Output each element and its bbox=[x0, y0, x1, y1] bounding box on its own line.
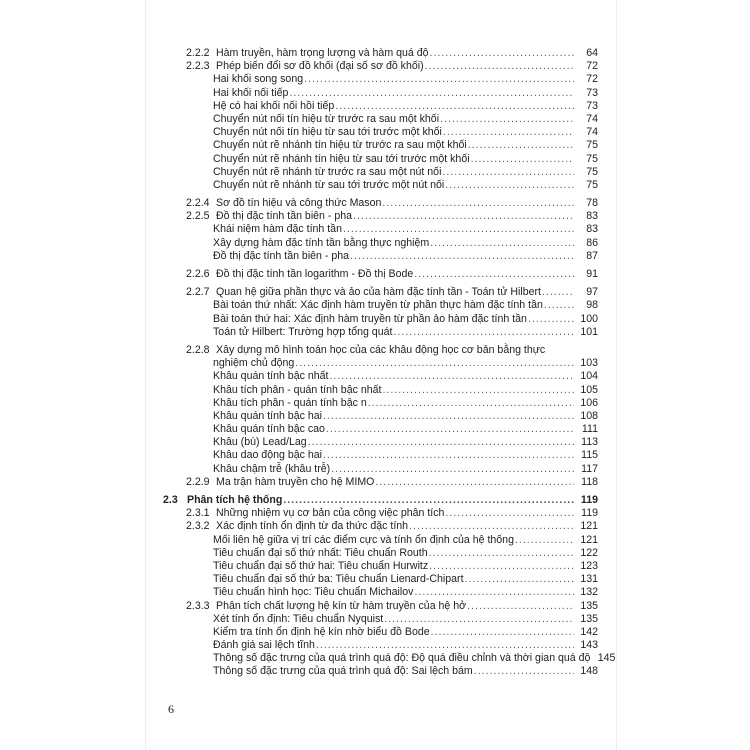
toc-dot-leader bbox=[443, 126, 574, 139]
toc-entry-number: 2.3.2 bbox=[186, 520, 210, 533]
toc-entry-page: 131 bbox=[580, 573, 598, 586]
toc-topic-entry bbox=[146, 639, 616, 652]
toc-entry-page: 111 bbox=[581, 423, 598, 436]
toc-dot-leader bbox=[326, 423, 574, 436]
toc-entry-title: Khâu chậm trễ (khâu trễ) bbox=[213, 462, 331, 475]
toc-entry-title: Khâu (bù) Lead/Lag bbox=[213, 436, 307, 449]
toc-dot-leader bbox=[335, 100, 574, 113]
toc-entry-title: Tiêu chuẩn đại số thứ nhất: Tiêu chuẩn Routh bbox=[213, 546, 428, 559]
toc-entry-number: 2.2.7 bbox=[186, 286, 210, 299]
toc-entry-title: Chuyển nút nối tín hiệu từ trước ra sau một khối bbox=[213, 112, 440, 125]
toc-dot-leader bbox=[329, 370, 574, 383]
toc-topic-entry bbox=[146, 250, 616, 263]
toc-dot-leader bbox=[544, 299, 574, 312]
toc-entry-page: 73 bbox=[586, 99, 598, 112]
toc-dot-leader bbox=[445, 179, 574, 192]
toc-subsection-entry bbox=[146, 197, 616, 210]
toc-topic-entry bbox=[146, 139, 616, 152]
toc-dot-leader bbox=[323, 410, 574, 423]
toc-entry-page: 121 bbox=[580, 520, 598, 533]
toc-dot-leader bbox=[368, 397, 574, 410]
toc-entry-page: 142 bbox=[580, 625, 598, 638]
toc-entry-page: 64 bbox=[586, 47, 598, 59]
toc-dot-leader bbox=[295, 357, 574, 370]
toc-entry-title: Chuyển nút rẽ nhánh tín hiệu từ sau tới trước một khối bbox=[213, 152, 470, 165]
toc-topic-entry bbox=[146, 113, 616, 126]
book-page bbox=[146, 0, 616, 750]
toc-entry-page: 75 bbox=[586, 165, 598, 178]
toc-dot-leader bbox=[442, 166, 574, 179]
toc-entry-title: Tiêu chuẩn đại số thứ hai: Tiêu chuẩn Hurwitz bbox=[213, 559, 429, 572]
toc-entry-title: Mối liên hệ giữa vị trí các điểm cực và tính ổn định của hệ thống bbox=[213, 533, 514, 546]
toc-entry-page: 135 bbox=[580, 612, 598, 625]
toc-dot-leader bbox=[353, 210, 574, 223]
toc-topic-entry bbox=[146, 410, 616, 423]
toc-topic-entry bbox=[146, 436, 616, 449]
toc-topic-entry bbox=[146, 153, 616, 166]
toc-entry-page: 75 bbox=[586, 178, 598, 191]
toc-subsection-entry bbox=[146, 600, 616, 613]
toc-entry-page: 83 bbox=[586, 223, 598, 236]
toc-entry-title: Kiểm tra tính ổn định hệ kín nhờ biểu đồ Bode bbox=[213, 625, 430, 638]
toc-entry-title: Tiêu chuẩn đại số thứ ba: Tiêu chuẩn Lienard-Chipart bbox=[213, 573, 464, 586]
toc-dot-leader bbox=[515, 534, 574, 547]
toc-topic-entry bbox=[146, 237, 616, 250]
toc-entry-page: 115 bbox=[581, 449, 598, 462]
toc-dot-leader bbox=[465, 573, 574, 586]
toc-subsection-entry bbox=[146, 507, 616, 520]
toc-entry-page: 135 bbox=[580, 599, 598, 612]
toc-dot-leader bbox=[467, 600, 574, 613]
toc-entry-page: 113 bbox=[581, 436, 598, 449]
toc-topic-entry bbox=[146, 665, 616, 678]
toc-dot-leader bbox=[331, 463, 574, 476]
toc-topic-entry bbox=[146, 179, 616, 192]
toc-entry-page: 86 bbox=[586, 236, 598, 249]
toc-dot-leader bbox=[429, 560, 574, 573]
toc-entry-title: Đánh giá sai lệch tĩnh bbox=[213, 639, 315, 652]
page-number: 6 bbox=[168, 702, 174, 716]
toc-entry-page: 119 bbox=[580, 494, 598, 506]
toc-topic-entry bbox=[146, 126, 616, 139]
table-of-contents bbox=[146, 47, 616, 679]
toc-entry-page: 74 bbox=[586, 112, 598, 125]
toc-entry-number: 2.2.9 bbox=[186, 475, 210, 488]
toc-entry-title: Những nhiệm vụ cơ bản của công việc phân tích bbox=[216, 507, 445, 520]
toc-entry-page: 117 bbox=[581, 462, 598, 475]
toc-entry-title: Đồ thị đặc tính tần logarithm - Đồ thị Bode bbox=[216, 268, 414, 280]
toc-entry-title: Khâu quán tính bậc hai bbox=[213, 409, 322, 422]
toc-subsection-entry bbox=[146, 210, 616, 223]
toc-subsection-entry bbox=[146, 286, 616, 299]
toc-subsection-entry bbox=[146, 60, 616, 73]
toc-entry-page: 75 bbox=[586, 139, 598, 152]
toc-entry-number: 2.2.2 bbox=[186, 47, 210, 59]
toc-topic-entry bbox=[146, 573, 616, 586]
toc-entry-title: Khâu tích phân - quán tính bậc n bbox=[213, 396, 367, 409]
toc-entry-number: 2.2.6 bbox=[186, 268, 210, 280]
toc-dot-leader bbox=[440, 113, 574, 126]
toc-dot-leader bbox=[471, 153, 574, 166]
toc-entry-page: 101 bbox=[580, 325, 598, 338]
toc-entry-title: Phân tích chất lượng hệ kín từ hàm truyền của hệ hở bbox=[216, 599, 467, 612]
toc-entry-number: 2.3 bbox=[163, 494, 178, 506]
toc-dot-leader bbox=[414, 268, 574, 281]
toc-dot-leader bbox=[474, 665, 574, 678]
toc-entry-title: Bài toán thứ nhất: Xác định hàm truyền từ phần thực hàm đặc tính tần bbox=[213, 299, 543, 312]
toc-entry-page: 97 bbox=[586, 286, 598, 299]
toc-topic-entry bbox=[146, 384, 616, 397]
toc-topic-entry bbox=[146, 449, 616, 462]
toc-dot-leader bbox=[445, 507, 574, 520]
toc-topic-entry bbox=[146, 463, 616, 476]
toc-entry-title: Tiêu chuẩn hình học: Tiêu chuẩn Michailov bbox=[213, 586, 414, 599]
toc-entry-page: 73 bbox=[586, 86, 598, 99]
toc-topic-entry bbox=[146, 534, 616, 547]
toc-subsection-entry bbox=[146, 47, 616, 60]
toc-topic-entry bbox=[146, 299, 616, 312]
toc-entry-page: 123 bbox=[580, 559, 598, 572]
toc-entry-title: Hai khối song song bbox=[213, 73, 304, 86]
toc-dot-leader bbox=[430, 237, 574, 250]
toc-subsection-entry bbox=[146, 344, 616, 357]
toc-entry-title: Ma trận hàm truyền cho hệ MIMO bbox=[216, 475, 375, 488]
toc-dot-leader bbox=[542, 286, 574, 299]
toc-entry-page: 91 bbox=[586, 268, 598, 280]
toc-dot-leader bbox=[409, 520, 574, 533]
toc-entry-title: Khâu quán tính bậc cao bbox=[213, 423, 325, 436]
toc-entry-title: Xây dựng mô hình toán học của các khâu động học cơ bản bằng thực bbox=[216, 343, 546, 356]
toc-entry-title: Khâu tích phân - quán tính bậc nhất bbox=[213, 383, 382, 396]
toc-entry-title: Khâu quán tính bậc nhất bbox=[213, 370, 329, 383]
toc-topic-entry bbox=[146, 547, 616, 560]
toc-topic-entry bbox=[146, 87, 616, 100]
toc-entry-title: Chuyển nút rẽ nhánh từ sau tới trước một nút nối bbox=[213, 178, 445, 191]
toc-entry-page: 87 bbox=[586, 249, 598, 262]
toc-entry-page: 106 bbox=[580, 396, 598, 409]
toc-section-entry bbox=[146, 494, 616, 507]
toc-dot-leader bbox=[289, 87, 574, 100]
toc-entry-page: 105 bbox=[580, 383, 598, 396]
toc-entry-title: Chuyển nút rẽ nhánh từ trước ra sau một nút nối bbox=[213, 165, 442, 178]
toc-entry-title: Xét tính ổn định: Tiêu chuẩn Nyquist bbox=[213, 612, 384, 625]
toc-entry-title: Xây dựng hàm đặc tính tần bằng thực nghiệm bbox=[213, 236, 430, 249]
toc-entry-title: Đồ thị đặc tính tần biên - pha bbox=[213, 249, 350, 262]
toc-entry-number: 2.2.5 bbox=[186, 210, 210, 223]
toc-entry-page: 72 bbox=[586, 60, 598, 73]
toc-entry-title: Toán tử Hilbert: Trường hợp tổng quát bbox=[213, 325, 393, 338]
toc-dot-leader bbox=[393, 326, 574, 339]
toc-dot-leader bbox=[382, 197, 574, 210]
toc-entry-page: 108 bbox=[580, 409, 598, 422]
toc-entry-title: Chuyển nút rẽ nhánh tín hiệu từ trước ra sau một khối bbox=[213, 139, 467, 152]
toc-entry-title: Phân tích hệ thống bbox=[187, 494, 283, 506]
toc-topic-entry bbox=[146, 423, 616, 436]
toc-subsection-entry bbox=[146, 520, 616, 533]
toc-topic-entry bbox=[146, 100, 616, 113]
toc-entry-page: 104 bbox=[580, 370, 598, 383]
toc-entry-title: Hai khối nối tiếp bbox=[213, 86, 289, 99]
toc-entry-page: 148 bbox=[580, 665, 598, 678]
toc-entry-title: Khâu dao động bậc hai bbox=[213, 449, 322, 462]
toc-dot-leader bbox=[382, 384, 574, 397]
toc-entry-title: Đồ thị đặc tính tần biên - pha bbox=[216, 210, 353, 223]
toc-entry-title: Thông số đặc trưng của quá trình quá độ: Độ quá điều chỉnh và thời gian quá độ bbox=[213, 652, 591, 665]
toc-topic-entry bbox=[146, 626, 616, 639]
toc-entry-page: 122 bbox=[580, 546, 598, 559]
toc-dot-leader bbox=[414, 586, 574, 599]
toc-dot-leader bbox=[350, 250, 574, 263]
toc-topic-entry bbox=[146, 613, 616, 626]
toc-entry-title: Chuyển nút nối tín hiệu từ sau tới trước một khối bbox=[213, 126, 442, 139]
toc-topic-entry bbox=[146, 370, 616, 383]
toc-dot-leader bbox=[343, 223, 574, 236]
toc-entry-title: Hệ có hai khối nối hồi tiếp bbox=[213, 99, 335, 112]
toc-dot-leader bbox=[528, 313, 574, 326]
toc-entry-page: 75 bbox=[586, 152, 598, 165]
toc-topic-entry bbox=[146, 560, 616, 573]
toc-entry-page: 118 bbox=[581, 475, 598, 488]
toc-entry-page: 78 bbox=[586, 197, 598, 210]
toc-entry-number: 2.3.1 bbox=[186, 507, 210, 520]
toc-subsection-entry bbox=[146, 476, 616, 489]
toc-entry-title: Bài toán thứ hai: Xác định hàm truyền từ phần ảo hàm đặc tính tần bbox=[213, 312, 527, 325]
toc-entry-title: Phép biến đổi sơ đồ khối (đại số sơ đồ khối) bbox=[216, 60, 424, 73]
toc-entry-number: 2.2.8 bbox=[186, 343, 210, 356]
toc-dot-leader bbox=[431, 626, 574, 639]
toc-entry-title: Khái niệm hàm đặc tính tần bbox=[213, 223, 342, 236]
toc-entry-title: Sơ đồ tín hiệu và công thức Mason bbox=[216, 197, 382, 210]
toc-entry-page: 143 bbox=[580, 639, 598, 652]
toc-topic-entry bbox=[146, 357, 616, 370]
toc-dot-leader bbox=[429, 547, 574, 560]
toc-dot-leader bbox=[468, 139, 574, 152]
toc-dot-leader bbox=[375, 476, 574, 489]
toc-topic-entry bbox=[146, 313, 616, 326]
toc-entry-page: 145 bbox=[597, 652, 616, 665]
toc-topic-entry bbox=[146, 586, 616, 599]
toc-entry-page: 83 bbox=[586, 210, 598, 223]
toc-entry-title: Xác định tính ổn định từ đa thức đặc tính bbox=[216, 520, 409, 533]
toc-entry-number: 2.2.3 bbox=[186, 60, 210, 73]
toc-entry-page: 74 bbox=[586, 126, 598, 139]
toc-topic-entry bbox=[146, 652, 616, 665]
toc-dot-leader bbox=[316, 639, 574, 652]
toc-dot-leader bbox=[304, 73, 574, 86]
toc-dot-leader bbox=[384, 613, 574, 626]
toc-entry-page: 121 bbox=[580, 533, 598, 546]
toc-topic-entry bbox=[146, 73, 616, 86]
toc-entry-title: nghiệm chủ động bbox=[213, 357, 295, 370]
toc-entry-page: 100 bbox=[580, 312, 598, 325]
toc-dot-leader bbox=[425, 60, 574, 73]
toc-entry-page: 103 bbox=[580, 357, 598, 370]
toc-entry-page: 119 bbox=[581, 507, 598, 520]
toc-entry-title: Quan hệ giữa phần thực và ảo của hàm đặc tính tần - Toán tử Hilbert bbox=[216, 286, 541, 299]
toc-entry-number: 2.2.4 bbox=[186, 197, 210, 210]
toc-entry-page: 132 bbox=[580, 586, 598, 599]
toc-dot-leader bbox=[430, 47, 575, 60]
toc-dot-leader bbox=[308, 436, 574, 449]
toc-entry-title: Hàm truyền, hàm trọng lượng và hàm quá độ bbox=[216, 47, 429, 59]
toc-entry-page: 98 bbox=[586, 299, 598, 312]
toc-topic-entry bbox=[146, 397, 616, 410]
toc-entry-number: 2.3.3 bbox=[186, 599, 210, 612]
toc-topic-entry bbox=[146, 223, 616, 236]
toc-dot-leader bbox=[283, 494, 574, 507]
toc-entry-page: 72 bbox=[586, 73, 598, 86]
toc-topic-entry bbox=[146, 166, 616, 179]
toc-dot-leader bbox=[323, 449, 574, 462]
toc-entry-title: Thông số đặc trưng của quá trình quá độ: Sai lệch bám bbox=[213, 665, 473, 678]
toc-subsection-entry bbox=[146, 268, 616, 281]
toc-topic-entry bbox=[146, 326, 616, 339]
